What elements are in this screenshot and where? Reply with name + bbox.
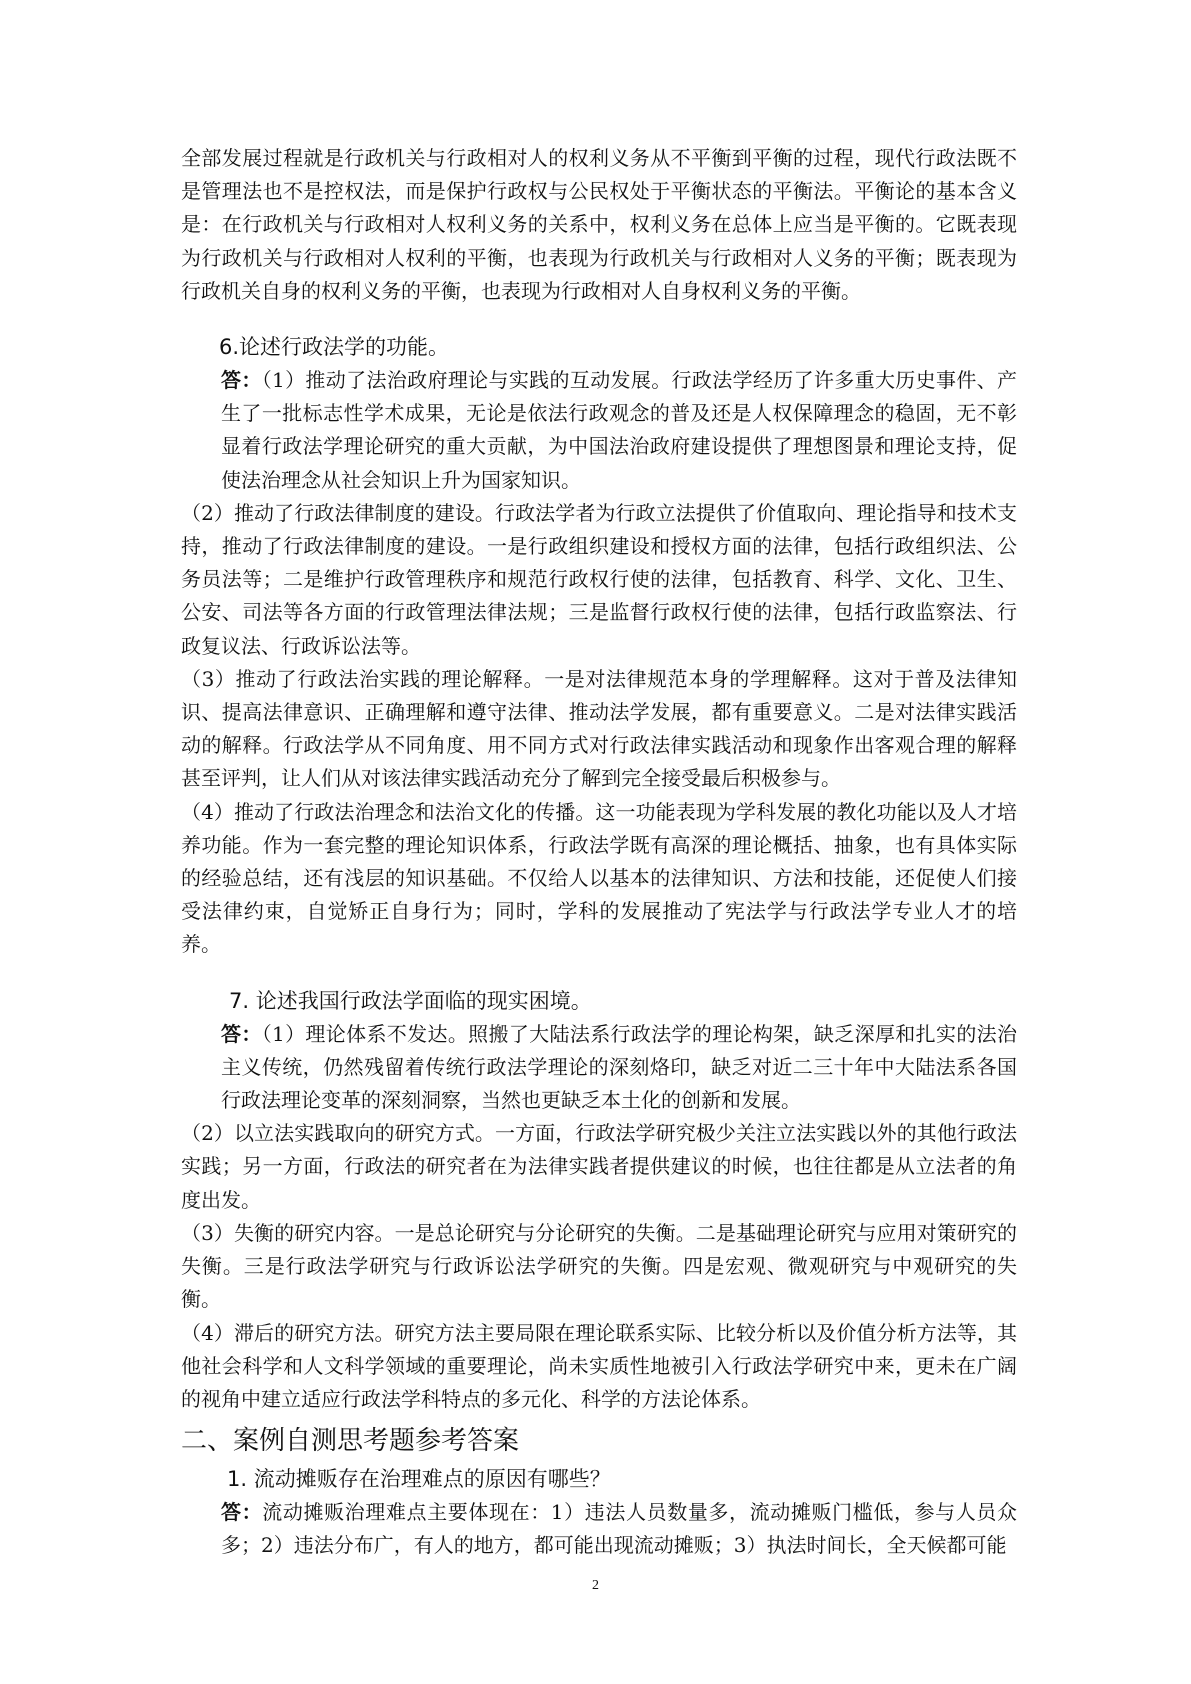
question-7-point-3: （3）失衡的研究内容。一是总论研究与分论研究的失衡。二是基础理论研究与应用对策研究的失衡。三是行政法学研究与行政诉讼法学研究的失衡。四是宏观、微观研究与中观研究的失衡。 <box>181 1220 1017 1312</box>
question-7-point-1: （1）理论体系不发达。照搬了大陆法系行政法学的理论构架，缺乏深厚和扎实的法治主义传统，仍然残留着传统行政法学理论的深刻烙印，缺乏对近二三十年中大陆法系各国行政法理论变革的深刻洞察，当然也更缺乏本土化的创新和发展。 <box>221 1021 1017 1113</box>
spacer <box>181 308 1017 330</box>
question-6-heading: 6.论述行政法学的功能。 <box>219 335 450 360</box>
question-6-point-3: （3）推动了行政法治实践的理论解释。一是对法律规范本身的学理解释。这对于普及法律知识、提高法律意识、正确理解和遵守法律、推动法学发展，都有重要意义。二是对法律实践活动的解释。行政法学从不同角度、用不同方式对行政法律实践活动和现象作出客观合理的解释甚至评判，让人们从对该法律实践活动充分了解到完全接受最后积极参与。 <box>181 666 1017 791</box>
answer-label: 答： <box>221 1021 262 1046</box>
case-1-answer-text: 流动摊贩治理难点主要体现在：1）违法人员数量多，流动摊贩门槛低，参与人员众多；2）违法分布广，有人的地方，都可能出现流动摊贩；3）执法时间长，全天候都可能 <box>221 1500 1017 1558</box>
document-page <box>181 142 1017 1563</box>
question-7-point-4: （4）滞后的研究方法。研究方法主要局限在理论联系实际、比较分析以及价值分析方法等，其他社会科学和人文科学领域的重要理论，尚未实质性地被引入行政法学研究中来，更未在广阔的视角中建立适应行政法学科特点的多元化、科学的方法论体系。 <box>181 1320 1017 1411</box>
question-6-answer-intro <box>181 364 1017 497</box>
spacer <box>181 962 1017 984</box>
question-6-point-4: （4）推动了行政法治理念和法治文化的传播。这一功能表现为学科发展的教化功能以及人才培养功能。作为一套完整的理论知识体系，行政法学既有高深的理论概括、抽象，也有具体实际的经验总结，还有浅层的知识基础。不仅给人以基本的法律知识、方法和技能，还促使人们接受法律约束，自觉矫正自身行为；同时，学科的发展推动了宪法学与行政法学专业人才的培养。 <box>181 799 1017 957</box>
page-number: 2 <box>592 1578 599 1593</box>
question-7-heading: 7. 论述我国行政法学面临的现实困境。 <box>229 988 592 1013</box>
section-2-heading: 二、案例自测思考题参考答案 <box>181 1426 520 1457</box>
case-1-answer <box>181 1496 1017 1562</box>
question-6-point-1: （1）推动了法治政府理论与实践的互动发展。行政法学经历了许多重大历史事件、产生了一批标志性学术成果，无论是依法行政观念的普及还是人权保障理念的稳固，无不彰显着行政法学理论研究的重大贡献，为中国法治政府建设提供了理想图景和理论支持，促使法治理念从社会知识上升为国家知识。 <box>221 368 1017 492</box>
answer-label: 答： <box>221 368 262 393</box>
case-1-heading: 1. 流动摊贩存在治理难点的原因有哪些？ <box>227 1467 611 1492</box>
intro-paragraph: 全部发展过程就是行政机关与行政相对人的权利义务从不平衡到平衡的过程，现代行政法既不是管理法也不是控权法，而是保护行政权与公民权处于平衡状态的平衡法。平衡论的基本含义是：在行政机关与行政相对人权利义务的关系中，权利义务在总体上应当是平衡的。它既表现为行政机关与行政相对人权利的平衡，也表现为行政机关与行政相对人义务的平衡；既表现为行政机关自身的权利义务的平衡，也表现为行政相对人自身权利义务的平衡。 <box>181 146 1017 303</box>
answer-label: 答： <box>221 1500 263 1525</box>
question-7-point-2: （2）以立法实践取向的研究方式。一方面，行政法学研究极少关注立法实践以外的其他行政法实践；另一方面，行政法的研究者在为法律实践者提供建议的时候，也往往都是从立法者的角度出发。 <box>181 1121 1017 1212</box>
question-6-point-2: （2）推动了行政法律制度的建设。行政法学者为行政立法提供了价值取向、理论指导和技术支持，推动了行政法律制度的建设。一是行政组织建设和授权方面的法律，包括行政组织法、公务员法等；二是维护行政管理秩序和规范行政权行使的法律，包括教育、科学、文化、卫生、公安、司法等各方面的行政管理法律法规；三是监督行政权行使的法律，包括行政监察法、行政复议法、行政诉讼法等。 <box>181 500 1017 658</box>
question-7-answer-intro <box>181 1018 1017 1118</box>
